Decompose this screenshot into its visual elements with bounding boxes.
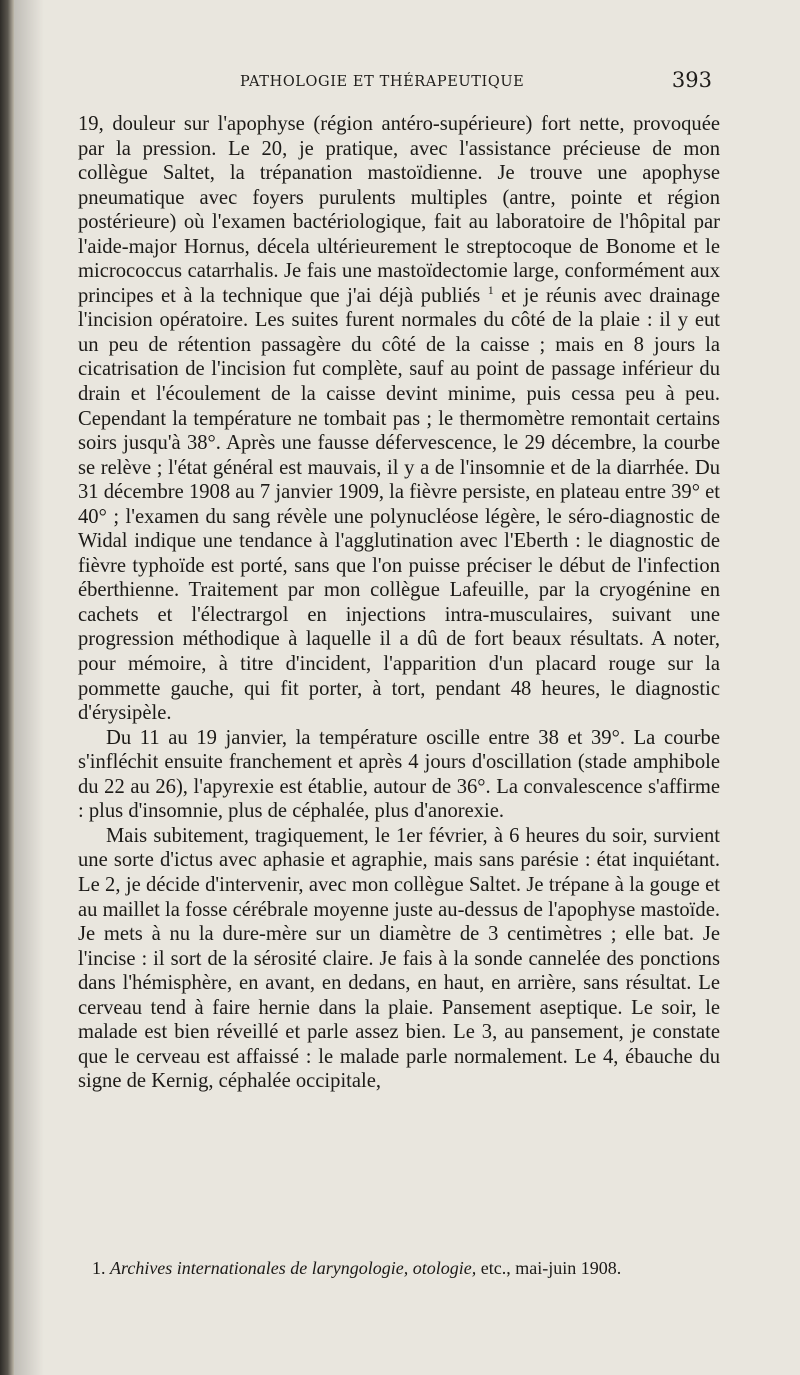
footnote xyxy=(78,1257,720,1279)
book-spine-shadow xyxy=(0,0,14,1375)
paragraph-1-text: 19, douleur sur l'apophyse (région antéro-supérieure) fort nette, provoquée par la pression. Le 20, je pratique, avec l'assistance précieuse de mon collègue Saltet, la trépanation mastoïdienne. Je trouve une apophyse pneumatique avec foyers purulents multiples (antre, pointe et région postérieure) où l'examen bactériologique, fait au laboratoire de l'hôpital par l'aide-major Hornus, décela ultérieurement le streptocoque de Bonome et le micrococcus catarrhalis. Je fais une mastoïdectomie large, conformément aux principes et à la technique que j'ai déjà publiés xyxy=(78,113,720,307)
footnote-reference: 1 xyxy=(487,282,494,297)
paragraph-2: Du 11 au 19 janvier, la température oscille entre 38 et 39°. La courbe s'infléchit ensuite franchement et après 4 jours d'oscillation (stade amphibole du 22 au 26), l'apyrexie est établie, autour de 36°. La convalescence s'affirme : plus d'insomnie, plus de céphalée, plus d'anorexie. xyxy=(78,726,720,823)
paragraph-3: Mais subitement, tragiquement, le 1er février, à 6 heures du soir, survient une sorte d'ictus avec aphasie et agraphie, mais sans parésie : état inquiétant. Le 2, je décide d'intervenir, avec mon collègue Saltet. Je trépane à la gouge et au maillet la fosse cérébrale moyenne juste au-dessus de l'apophyse mastoïde. Je mets à nu la dure-mère sur un diamètre de 3 centimètres ; elle bat. Je l'incise : il sort de la sérosité claire. Je fais à la sonde cannelée des ponctions dans l'hémisphère, en avant, en dedans, en haut, en arrière, sans résultat. Le cerveau tend à faire hernie dans la plaie. Pansement aseptique. Le soir, le malade est bien réveillé et parle assez bien. Le 3, au pansement, je constate que le cerveau est affaissé : le malade parle normalement. Le 4, ébauche du signe de Kernig, céphalée occipitale, xyxy=(78,824,720,1093)
running-title: PATHOLOGIE ET THÉRAPEUTIQUE xyxy=(240,74,525,90)
page-header xyxy=(80,68,712,96)
footnote-journal-title: Archives internationales de laryngologie, otologie, xyxy=(110,1258,477,1278)
paragraph-1 xyxy=(78,112,720,726)
body-text xyxy=(78,112,720,1094)
footnote-number: 1. xyxy=(92,1258,106,1278)
paragraph-1-text-continued: et je réunis avec drainage l'incision opératoire. Les suites furent normales du côté de la plaie : il y eut un peu de rétention passagère du côté de la caisse ; mais en 8 jours la cicatrisation de l'incision fut complète, sauf au point de passage inférieur du drain et l'écoulement de la caisse devint minime, puis cessa peu à peu. Cependant la température ne tombait pas ; le thermomètre remontait certains soirs jusqu'à 38°. Après une fausse défervescence, le 29 décembre, la courbe se relève ; l'état général est mauvais, il y a de l'insomnie et de la diarrhée. Du 31 décembre 1908 au 7 janvier 1909, la fièvre persiste, en plateau entre 39° et 40° ; l'examen du sang révèle une polynucléose légère, le séro-diagnostic de Widal indique une tendance à l'agglutination avec l'Eberth : le diagnostic de fièvre typhoïde est porté, sans que l'on puisse préciser le début de l'infection éberthienne. Traitement par mon collègue Lafeuille, par la cryogénine en cachets et l'électrargol en injections intra-musculaires, suivant une progression méthodique à laquelle il a dû de fort beaux résultats. A noter, pour mémoire, à titre d'incident, l'apparition d'un placard rouge sur la pommette gauche, qui fit porter, à tort, pendant 48 heures, le diagnostic d'érysipèle. xyxy=(78,284,720,725)
footnote-rest: etc., mai-juin 1908. xyxy=(480,1258,622,1278)
book-page xyxy=(14,0,800,1375)
page-number: 393 xyxy=(671,68,712,92)
